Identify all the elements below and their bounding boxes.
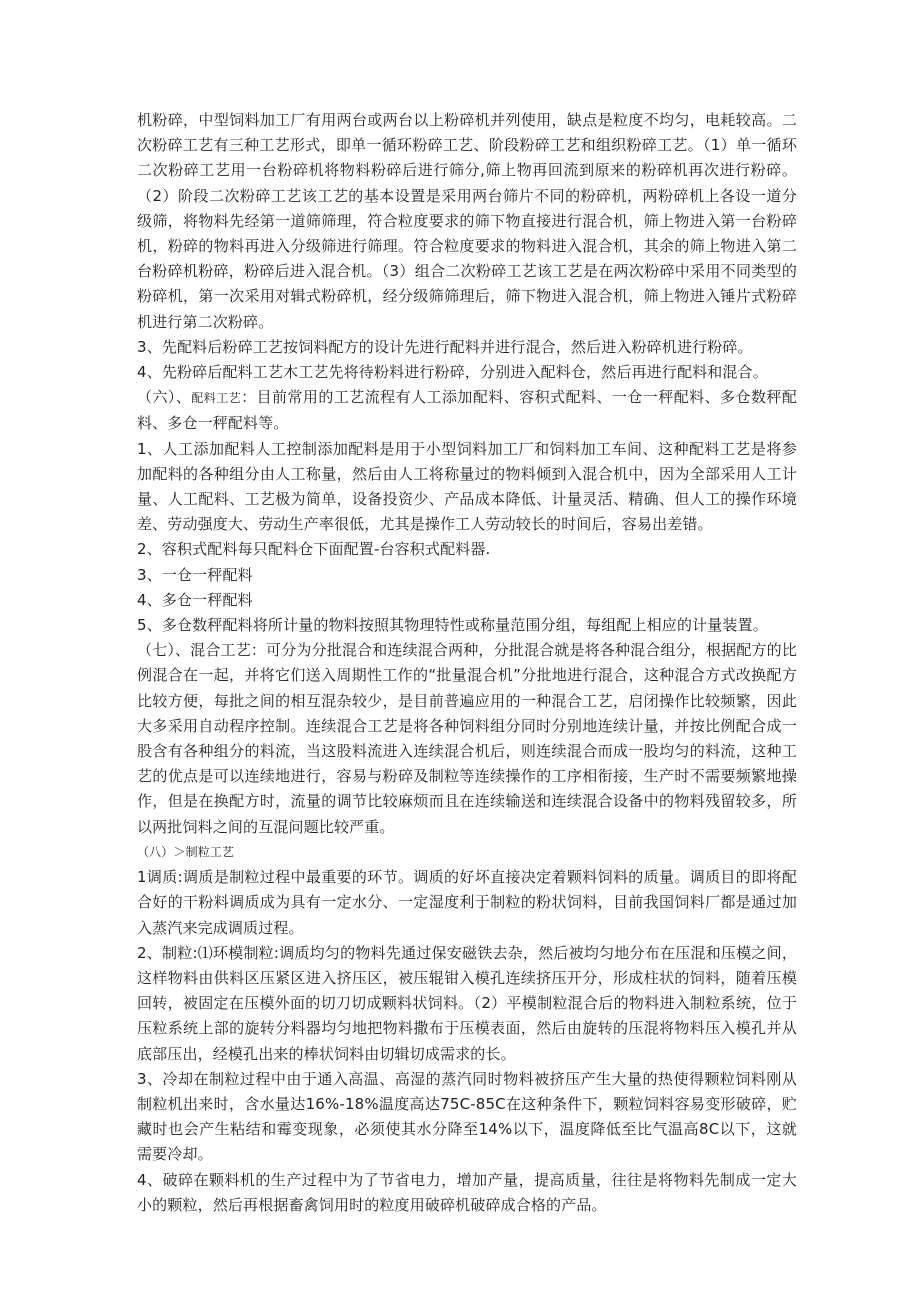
paragraph-one-bin-one-scale: 3、一仓一秤配料 xyxy=(137,565,253,584)
paragraph-batch-then-grind: 3、先配料后粉碎工艺按饲料配方的设计先进行配料并进行混合，然后进入粉碎机进行粉碎。 xyxy=(137,337,753,356)
paragraph-grind-then-batch: 4、先粉碎后配料工艺木工艺先将待粉料进行粉碎，分别进入配料仓，然后再进行配料和混合。 xyxy=(137,363,768,382)
paragraph-conditioning: 1调质:调质是制粒过程中最重要的环节。调质的好坏直接决定着颗料饲料的质量。调质目的即将配合好的干粉料调质成为具有一定水分、一定湿度利于制粒的粉状饲料，目前我国饲料厂都是通过加入蒸汽来完成调质过程。 xyxy=(137,868,797,937)
paragraph-crumbling: 4、破碎在颗料机的生产过程中为了节省电力，增加产量，提高质量，往往是将物料先制成一定大小的颗粒，然后再根据畜禽饲用时的粒度用破碎机破碎成合格的产品。 xyxy=(137,1170,797,1214)
document-body xyxy=(137,108,797,1218)
paragraph-multi-bin-multi-scale: 5、多仓数秤配料将所计量的物料按照其物理特性或称量范围分组，每组配上相应的计量装置。 xyxy=(137,616,768,635)
section-batching-title: 配料工艺 xyxy=(191,391,242,406)
section-pelleting-title: 制粒工艺 xyxy=(185,844,235,859)
paragraph-multi-bin-one-scale: 4、多仓一秤配料 xyxy=(137,590,253,609)
section-batching-heading xyxy=(137,385,797,436)
paragraph-cooling: 3、冷却在制粒过程中由于通入高温、高湿的蒸汽同时物料被挤压产生大量的热使得颗粒饲料刚从制粒机出来时，含水量达16%-18%温度高达75C-85C在这种条件下，颗粒饲料容易变形破碎，贮藏时也会产生粘结和霉变现象，必须使其水分降至14%以下，温度降低至比气温高8C以下，这就需要冷却。 xyxy=(137,1069,797,1164)
section-pelleting-heading xyxy=(137,840,797,865)
section-pelleting-prefix: （八）＞ xyxy=(137,844,186,859)
paragraph-volumetric-batching: 2、容积式配料每只配料仓下面配置-台容积式配料器. xyxy=(137,540,491,559)
paragraph-manual-batching: 1、人工添加配料人工控制添加配料是用于小型饲料加工厂和饲料加工车间、这种配料工艺是将参加配料的各种组分由人工称量，然后由人工将称量过的物料倾到入混合机中，因为全部采用人工计量、人工配料、工艺极为简单，设备投资少、产品成本降低、计量灵活、精确、但人工的操作环境差、劳动强度大、劳动生产率很低，尤其是操作工人劳动较长的时间后，容易出差错。 xyxy=(137,439,797,534)
section-batching-prefix: （六）、 xyxy=(137,388,192,407)
paragraph-mixing-process: （七）、混合工艺：可分为分批混合和连续混合两种，分批混合就是将各种混合组分，根据配方的比例混合在一起，并将它们送入周期性工作的“批量混合机”分批地进行混合，这种混合方式改换配方比较方便，每批之间的相互混杂较少，是目前普遍应用的一种混合工艺，启闭操作比较频繁，因此大多采用自动程序控制。连续混合工艺是将各种饲料组分同时分别地连续计量，并按比例配合成一股含有各种组分的料流，当这股料流进入连续混合机后，则连续混合而成一股均匀的料流，这种工艺的优点是可以连续地进行，容易与粉碎及制粒等连续操作的工序相衔接，生产时不需要频繁地操作，但是在换配方时，流量的调节比较麻烦而且在连续输送和连续混合设备中的物料残留较多，所以两批饲料之间的互混问题比较严重。 xyxy=(137,641,797,836)
paragraph-pelleting: 2、制粒:⑴环模制粒:调质均匀的物料先通过保安磁铁去杂，然后被均匀地分布在压混和压模之间，这样物料由供料区压紧区进入挤压区，被压辊钳入模孔连续挤压开分，形成柱状的饲料，随着压模回转，被固定在压模外面的切刀切成颗料状饲料。（2）平模制粒混合后的物料进入制粒系统，位于压粒系统上部的旋转分料器均匀地把物料撒布于压模表面，然后由旋转的压混将物料压入模孔并从底部压出，经模孔出来的棒状饲料由切辑切成需求的长。 xyxy=(137,943,797,1063)
paragraph-secondary-grinding: 机粉碎，中型饲料加工厂有用两台或两台以上粉碎机并列使用，缺点是粒度不均匀，电耗较高。二次粉碎工艺有三种工艺形式，即单一循环粉碎工艺、阶段粉碎工艺和组织粉碎工艺。（1）单一循环二次粉碎工艺用一台粉碎机将物料粉碎后进行筛分,筛上物再回流到原来的粉碎机再次进行粉碎。（2）阶段二次粉碎工艺该工艺的基本设置是采用两台筛片不同的粉碎机，两粉碎机上各设一道分级筛，将物料先经第一道筛筛理，符合粒度要求的筛下物直接进行混合机，筛上物进入第一台粉碎机，粉碎的物料再进入分级筛进行筛理。符合粒度要求的物料进入混合机，其余的筛上物进入第二台粉碎机粉碎，粉碎后进入混合机。（3）组合二次粉碎工艺该工艺是在两次粉碎中采用不同类型的粉碎机，第一次采用对辑式粉碎机，经分级筛筛理后，筛下物进入混合机，筛上物进入锤片式粉碎机进行第二次粉碎。 xyxy=(137,111,797,331)
section-batching-text: ：目前常用的工艺流程有人工添加配料、容积式配料、一仓一秤配料、多仓数秤配料、多仓一秤配料等。 xyxy=(137,388,798,433)
